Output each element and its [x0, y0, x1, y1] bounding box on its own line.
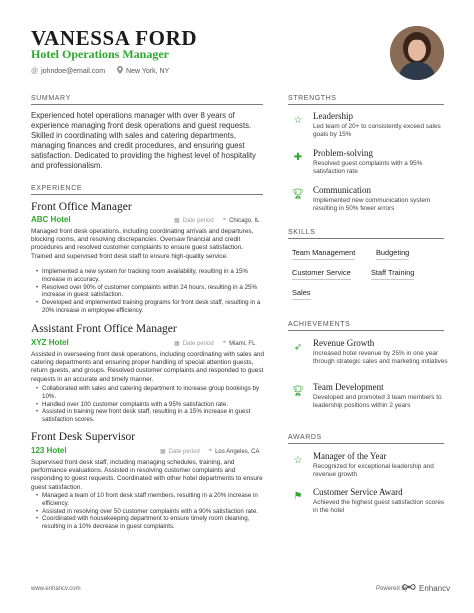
- star-icon: ☆: [293, 454, 303, 466]
- job-title: Assistant Front Office Manager: [31, 323, 177, 335]
- job-meta: [160, 448, 259, 455]
- job-date: Date period: [168, 448, 200, 455]
- skill-tag: Customer Service: [292, 268, 351, 280]
- calendar-icon: ▦: [160, 449, 166, 455]
- calendar-icon: ▦: [174, 218, 180, 224]
- job-title: Front Office Manager: [31, 201, 132, 213]
- summary-divider: [31, 104, 263, 105]
- awards-divider: [288, 443, 444, 444]
- job-date: Date period: [182, 340, 214, 347]
- award-title: Manager of the Year: [313, 451, 387, 461]
- profile-photo: [390, 26, 444, 80]
- strength-desc: Led team of 20+ to consistently exceed sales goals by 15%: [313, 123, 441, 139]
- job-location: Miami, FL: [229, 340, 256, 347]
- list-item: • Developed and implemented training programs for front desk staff, resulting in a 20% increase in employee efficiency.: [36, 299, 264, 315]
- experience-heading: EXPERIENCE: [31, 185, 83, 192]
- location-pin-icon: ⌖: [208, 448, 213, 454]
- strength-desc: Resolved guest complaints with a 95% satisfaction rate: [313, 160, 423, 176]
- achievements-divider: [288, 330, 444, 331]
- location-pin-icon: [117, 66, 123, 76]
- skill-tag: Budgeting: [376, 248, 409, 260]
- job-description: Supervised front desk staff, including managing schedules, training, and performance evaluations. Assisted in resolving customer complaints and responding to guest requests. Coordinated with other hotel departments to ensure guest satisfaction.: [31, 459, 263, 491]
- summary-text: Experienced hotel operations manager with over 8 years of experience managing front desk operations and guest requests. Skilled in coordinating with sales and catering departments, managing finances and credit procedures, and ensuring guest satisfaction. Dedicated to providing the highest level of hospitality and professionalism.: [31, 111, 256, 170]
- location-pin-icon: ⌖: [222, 340, 227, 346]
- achievement-desc: Developed and promoted 3 team members to leadership positions within 2 years: [313, 394, 442, 410]
- list-item: • Collaborated with sales and catering department to increase group bookings by 10%.: [36, 385, 264, 401]
- achievement-title: Revenue Growth: [313, 338, 375, 348]
- company-name: ABC Hotel: [31, 215, 71, 224]
- footer-website[interactable]: www.enhancv.com: [31, 586, 81, 592]
- strength-desc: Implemented new communication system resulting in 50% fewer errors: [313, 197, 431, 213]
- list-item: • Handled over 100 customer complaints with a 95% satisfaction rate.: [36, 401, 264, 409]
- list-item: • Implemented a new system for tracking room availability, resulting in a 15% increase in accuracy.: [36, 268, 264, 284]
- summary-heading: SUMMARY: [31, 95, 71, 102]
- star-icon: ☆: [293, 114, 303, 126]
- experience-divider: [31, 194, 263, 195]
- job-description: Managed front desk operations, including coordinating arrivals and departures, blocking rooms, and resolving discrepancies. Oversaw financial and credit procedures and resolved customer complaints to ensure guest satisfaction. Trained and supervised front desk staff to ensure high-quality service.: [31, 228, 254, 260]
- at-icon: @: [31, 67, 39, 75]
- trophy-icon: 🏆︎: [291, 188, 305, 200]
- award-desc: Achieved the highest guest satisfaction scores in the hotel: [313, 499, 445, 515]
- rocket-icon: ➶: [293, 341, 303, 353]
- job-meta: [174, 217, 259, 224]
- job-meta: [174, 340, 255, 347]
- contact-row: [31, 66, 169, 76]
- brand-name: Enhancv: [419, 583, 451, 593]
- achievement-title: Team Development: [313, 382, 384, 392]
- award-title: Customer Service Award: [313, 487, 403, 497]
- award-desc: Recognized for exceptional leadership and revenue growth: [313, 463, 434, 479]
- list-item: • Assisted in training new front desk staff, resulting in a 15% increase in guest satisfaction scores.: [36, 408, 264, 424]
- footer-brand[interactable]: [402, 583, 450, 593]
- job-title: Front Desk Supervisor: [31, 431, 136, 443]
- location-item: [117, 66, 169, 76]
- strengths-heading: STRENGTHS: [288, 95, 337, 102]
- list-item: • Managed a team of 10 front desk staff members, resulting in a 20% increase in efficiency.: [36, 492, 264, 508]
- footer-powered-by: Powered by: [376, 586, 408, 592]
- list-item: • Assisted in resolving over 50 customer complaints with a 90% satisfaction rate.: [36, 508, 264, 516]
- enhancv-logo-icon: [402, 583, 416, 593]
- calendar-icon: ▦: [174, 341, 180, 347]
- candidate-role: Hotel Operations Manager: [31, 47, 169, 61]
- strength-title: Communication: [313, 185, 371, 195]
- skills-divider: [288, 238, 444, 239]
- company-name: 123 Hotel: [31, 446, 67, 455]
- job-date: Date period: [182, 217, 214, 224]
- puzzle-icon: ✚: [293, 151, 303, 163]
- skill-tag: Staff Training: [371, 268, 414, 280]
- candidate-name: VANESSA FORD: [31, 26, 198, 50]
- job-location: Los Angeles, CA: [215, 448, 260, 455]
- skill-tag: Sales: [292, 288, 311, 300]
- job-bullets: [36, 385, 264, 424]
- job-description: Assisted in overseeing front desk operations, including coordinating with sales and catering departments and ensuring proper handling of special attention guests, return guests, and groups. Resolved customer complaints and responded to guest requests in an accurate and timely manner.: [31, 351, 265, 383]
- trophy-icon: 🏆︎: [291, 385, 305, 397]
- job-bullets: [36, 492, 264, 531]
- flag-icon: ⚑: [293, 490, 303, 502]
- company-name: XYZ Hotel: [31, 338, 69, 347]
- list-item: • Resolved over 90% of customer complaints within 24 hours, resulting in a 25% increase in guest satisfaction.: [36, 284, 264, 300]
- skill-tag: Team Management: [292, 248, 355, 260]
- skills-heading: SKILLS: [288, 229, 316, 236]
- achievements-heading: ACHIEVEMENTS: [288, 321, 351, 328]
- location-pin-icon: ⌖: [222, 217, 227, 223]
- strengths-divider: [288, 104, 444, 105]
- email-text: johndoe@email.com: [41, 67, 106, 75]
- email-item[interactable]: [31, 68, 105, 75]
- awards-heading: AWARDS: [288, 434, 322, 441]
- list-item: • Coordinated with housekeeping department to ensure timely room cleaning, resulting in a 10% decrease in guest complaints.: [36, 515, 264, 531]
- achievement-desc: Increased hotel revenue by 25% in one year through strategic sales and marketing initiatives: [313, 350, 448, 366]
- strength-title: Leadership: [313, 111, 353, 121]
- job-bullets: [36, 268, 264, 315]
- strength-title: Problem-solving: [313, 148, 373, 158]
- job-location: Chicago, IL: [229, 217, 260, 224]
- location-text: New York, NY: [126, 67, 170, 75]
